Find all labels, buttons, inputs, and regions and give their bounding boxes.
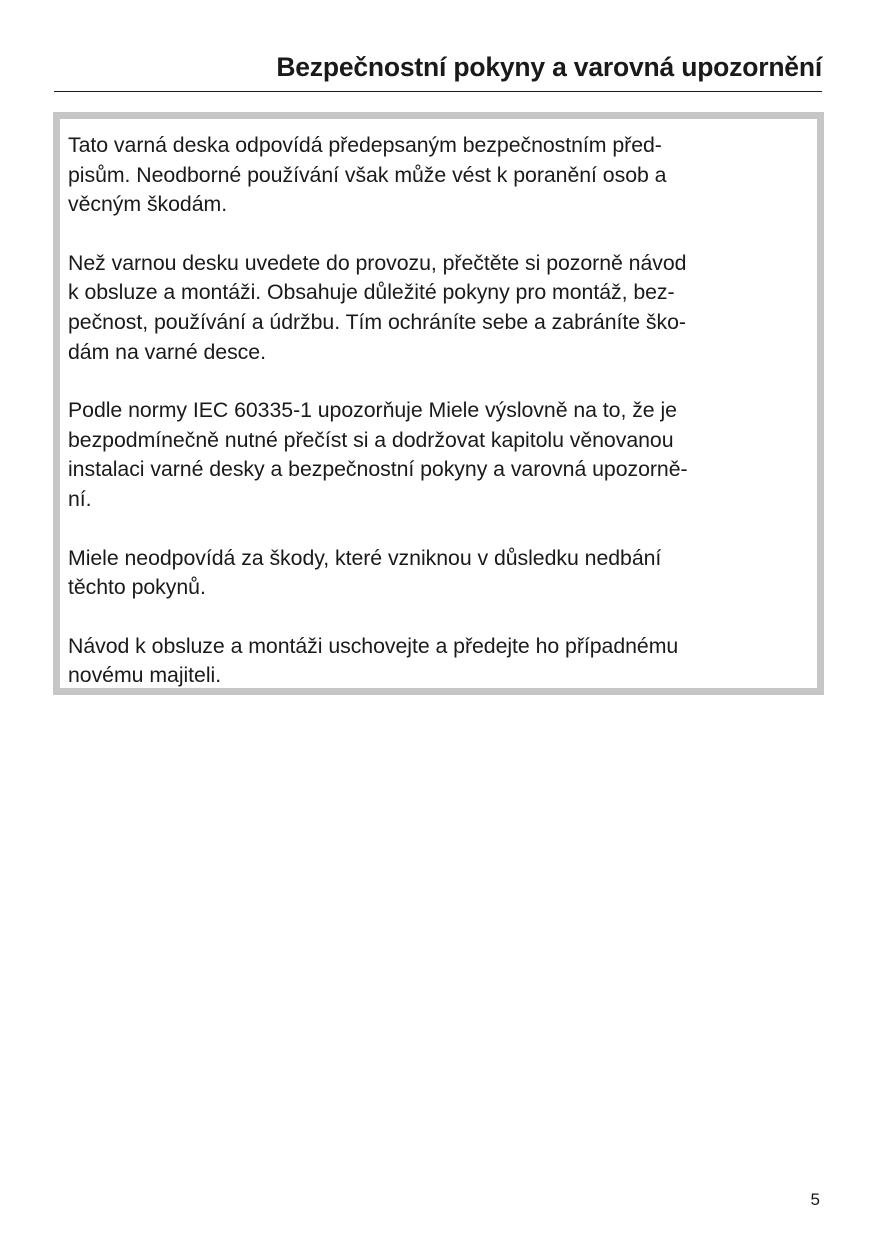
page-header: [54, 50, 822, 92]
notice-paragraph-keep-manual: Návod k obsluze a montáži uschovejte a předejte ho případnému novému majiteli.: [68, 633, 679, 688]
notice-paragraph-iec-norm: Podle normy IEC 60335-1 upozorňuje Miele výslovně na to, že je bezpodmínečně nutné přečíst si a dodržovat kapitolu věnovanou instalaci varné desky a bezpečnostní pokyny a varovná upozorně- ní.: [68, 398, 688, 511]
page-number: 5: [810, 1190, 820, 1209]
notice-paragraph-liability: Miele neodpovídá za škody, které vzniknou v důsledku nedbání těchto pokynů.: [68, 545, 662, 600]
safety-notice-box: [53, 112, 824, 695]
notice-paragraph-read-manual: Než varnou desku uvedete do provozu, přečtěte si pozorně návod k obsluze a montáži. Obsahuje důležité pokyny pro montáž, bez- pečnost, používání a údržbu. Tím ochráníte sebe a zabráníte ško- dám na varné desce.: [68, 250, 687, 364]
notice-paragraph-intro: Tato varná deska odpovídá předepsaným bezpečnostním před- pisům. Neodborné používání však může vést k poranění osob a věcným škodám.: [68, 133, 667, 217]
page-title: Bezpečnostní pokyny a varovná upozornění: [276, 52, 822, 82]
